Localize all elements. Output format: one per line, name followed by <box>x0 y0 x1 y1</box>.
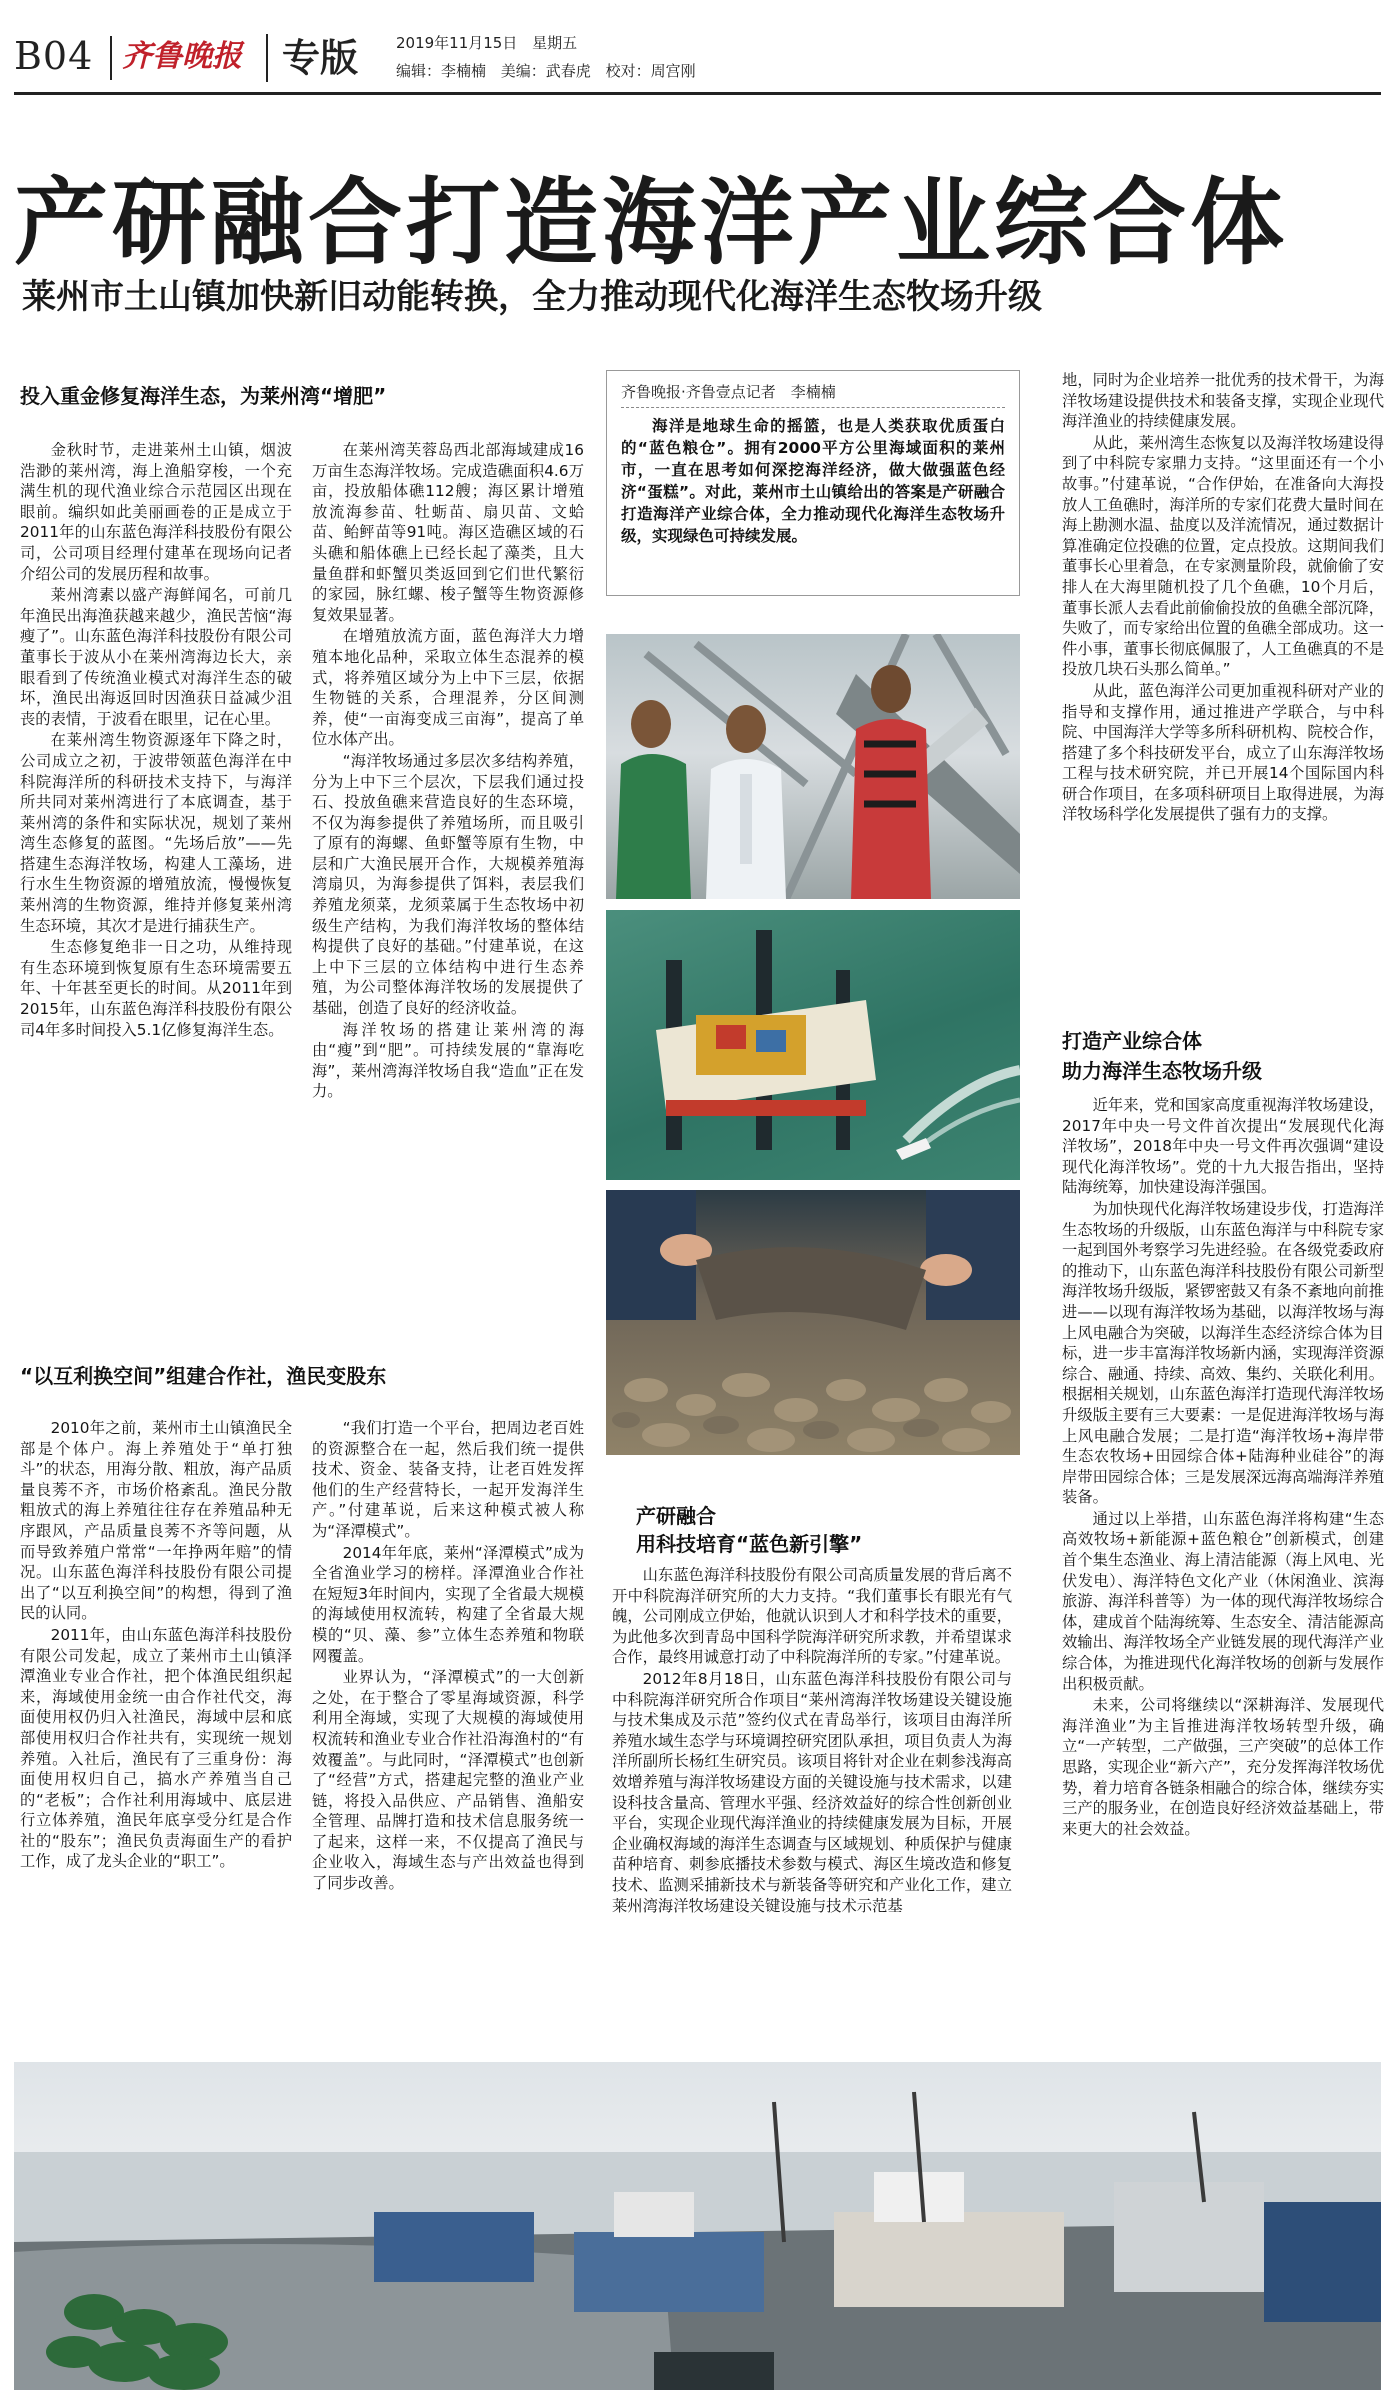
section4-heading-line2: 助力海洋生态牧场升级 <box>1062 1059 1262 1083</box>
section1-column-b <box>312 440 584 1365</box>
photo-harbor-panorama <box>14 2062 1381 2390</box>
paragraph: 业界认为，“泽潭模式”的一大创新之处，在于整合了零星海域资源，科学利用全海域，实现了大规模的海域使用权流转和渔业专业合作社沿海渔村的“有效覆盖”。与此同时，“泽潭模式”也创新了“经营”方式，搭建起完整的渔业产业链，将投入品供应、产品销售、渔船安全管理、品牌打造和技术信息服务统一了起来，这样一来，不仅提高了渔民与企业收入，海域生态与产出效益也得到了同步改善。 <box>312 1668 584 1893</box>
editor-credit: 编辑：李楠楠 <box>396 62 487 80</box>
paragraph: 从此，蓝色海洋公司更加重视科研对产业的指导和支撑作用，通过推进产学联合，与中科院、中国海洋大学等多所科研机构、院校合作，搭建了多个科技研发平台，成立了山东海洋牧场工程与技术研究院，并已开展14个国际国内科研合作项目，在多项科研项目上取得进展，为海洋牧场科学化发展提供了强有力的支撑。 <box>1062 681 1384 824</box>
paragraph: 2014年年底，莱州“泽潭模式”成为全省渔业学习的榜样。泽潭渔业合作社在短短3年时间内，实现了全省最大规模的海域使用权流转，构建了全省最大规模的“贝、藻、参”立体生态养殖和物联网覆盖。 <box>312 1543 584 1665</box>
staff-credits <box>396 60 706 81</box>
paragraph: 2010年之前，莱州市土山镇渔民全部是个体户。海上养殖处于“单打独斗”的状态，用海分散、粗放，海产品质量良莠不齐，市场价格紊乱。渔民分散粗放式的海上养殖往往存在养殖品种无序跟风，产品质量良莠不齐等问题，从而导致养殖户常常“一年挣两年赔”的情况。山东蓝色海洋科技股份有限公司提出了“以互利换空间”的构想，得到了渔民的认同。 <box>20 1419 292 1623</box>
intro-box <box>606 370 1020 596</box>
section4-heading-line1: 打造产业综合体 <box>1062 1029 1202 1053</box>
section-label: 专版 <box>266 34 358 82</box>
section1-heading: 投入重金修复海洋生态，为莱州湾“增肥” <box>20 384 387 408</box>
section3-continuation <box>1062 370 1384 990</box>
paragraph: 莱州湾素以盛产海鲜闻名，可前几年渔民出海渔获越来越少，渔民苦恼“海瘦了”。山东蓝色海洋科技股份有限公司董事长于波从小在莱州湾海边长大，亲眼看到了传统渔业模式对海洋生态的破坏，渔民出海返回时因渔获日益减少沮丧的表情，于波看在眼里，记在心里。 <box>20 586 292 728</box>
intro-lead: 海洋是地球生命的摇篮，也是人类获取优质蛋白的“蓝色粮仓”。拥有2000平方公里海域面积的莱州市，一直在思考如何深挖海洋经济，做大做强蓝色经济“蛋糕”。对此，莱州市土山镇给出的答案是产研融合打造海洋产业综合体，全力推动现代化海洋生态牧场升级，实现绿色可持续发展。 <box>621 417 1005 545</box>
art-editor-credit: 美编：武春虎 <box>500 62 591 80</box>
paragraph: 生态修复绝非一日之功，从维持现有生态环境到恢复原有生态环境需要五年、十年甚至更长的时间。从2011年到2015年，山东蓝色海洋科技股份有限公司4年多时间投入5.1亿修复海洋生态。 <box>20 938 292 1039</box>
paragraph: 山东蓝色海洋科技股份有限公司高质量发展的背后离不开中科院海洋研究所的大力支持。“我们董事长有眼光有气魄，公司刚成立伊始，他就认识到人才和科学技术的重要，为此他多次到青岛中国科学院海洋研究所求教，并希望谋求合作，最终用诚意打动了中科院海洋所的专家。”付建革说。 <box>612 1566 1012 1667</box>
paragraph: 地，同时为企业培养一批优秀的技术骨干，为海洋牧场建设提供技术和装备支撑，实现企业现代海洋渔业的持续健康发展。 <box>1062 371 1384 431</box>
section2-heading: “以互利换空间”组建合作社，渔民变股东 <box>20 1364 387 1388</box>
section3-heading-line1: 产研融合 <box>636 1504 716 1528</box>
page-number: B04 <box>14 34 94 78</box>
masthead-divider <box>14 92 1381 95</box>
section4-body <box>1062 1095 1384 2055</box>
section3-body <box>612 1565 1012 2055</box>
paragraph: 在莱州湾生物资源逐年下降之时，公司成立之初，于波带领蓝色海洋在中科院海洋所的科研技术支持下，与海洋所共同对莱州湾进行了本底调查，基于莱州湾的条件和实际状况，规划了莱州湾生态修复的蓝图。“先场后放”——先搭建生态海洋牧场，构建人工藻场，进行水生生物资源的增殖放流，慢慢恢复莱州湾的生物资源，维持并修复莱州湾生态环境，其次才是进行捕获生产。 <box>20 731 292 935</box>
paragraph: 2011年，由山东蓝色海洋科技股份有限公司发起，成立了莱州市土山镇泽潭渔业专业合作社，把个体渔民组织起来，海域使用金统一由合作社代交，海面使用权仍归入社渔民，海域中层和底部使用权归合作社共有，实现统一规划养殖。入社后，渔民有了三重身份：海面使用权归自己，搞水产养殖当自己的“老板”；合作社利用海域中、底层进行立体养殖，渔民年底享受分红是合作社的“股东”；渔民负责海面生产的看护工作，成了龙头企业的“职工”。 <box>20 1625 292 1871</box>
people-illustration <box>606 634 1020 899</box>
masthead <box>14 26 1381 88</box>
photo-people-on-platform <box>606 634 1020 899</box>
paragraph: 2012年8月18日，山东蓝色海洋科技股份有限公司与中科院海洋研究所合作项目“莱州湾海洋牧场建设关键设施与技术集成及示范”签约仪式在青岛举行，该项目由海洋所养殖水域生态学与环境调控研究团队承担，项目负责人为海洋所副所长杨红生研究员。该项目将针对企业在刺参浅海高效增养殖与海洋牧场建设方面的关键设施与技术需求，以建设科技含量高、管理水平强、经济效益好的综合性创新创业平台，实现企业现代海洋渔业的持续健康发展为目标，开展企业确权海域的海洋生态调查与区域规划、种质保护与健康苗种培育、刺参底播技术参数与模式、海区生境改造和修复技术、监测采捕新技术与新装备等研究和产业化工作，建立莱州湾海洋牧场建设关键设施与技术示范基 <box>612 1669 1012 1915</box>
paragraph: 海洋牧场的搭建让莱州湾的海由“瘦”到“肥”。可持续发展的“靠海吃海”，莱州湾海洋牧场自我“造血”正在发力。 <box>312 1020 584 1101</box>
section1-column-a <box>20 440 292 1365</box>
offshore-platform-illustration <box>606 910 1020 1180</box>
shellfish-illustration <box>606 1190 1020 1455</box>
photo-shellfish-processing <box>606 1190 1020 1455</box>
paragraph: “海洋牧场通过多层次多结构养殖，分为上中下三个层次，下层我们通过投石、投放鱼礁来营造良好的生态环境，不仅为海参提供了养殖场所，而且吸引了原有的海螺、鱼虾蟹等原有生物，中层和广大渔民展开合作，大规模养殖海湾扇贝，为海参提供了饵料，表层我们养殖龙须菜，龙须菜属于生态牧场中初级生产结构，为我们海洋牧场的整体结构提供了良好的基础。”付建革说，在这上中下三层的立体结构中进行生态养殖，为公司整体海洋牧场的发展提供了基础，创造了良好的经济收益。 <box>312 751 584 1018</box>
paragraph: 在莱州湾芙蓉岛西北部海域建成16万亩生态海洋牧场。完成造礁面积4.6万亩，投放船体礁112艘；海区累计增殖放流海参苗、牡蛎苗、扇贝苗、文蛤苗、鲐鲆苗等91吨。海区造礁区域的石头礁和船体礁上已经长起了藻类，且大量鱼群和虾蟹贝类返回到它们世代繁衍的家园，脉红螺、梭子蟹等生物资源修复效果显著。 <box>312 441 584 624</box>
paragraph: 通过以上举措，山东蓝色海洋将构建“生态高效牧场+新能源+蓝色粮仓”创新模式，创建首个集生态渔业、海上清洁能源（海上风电、光伏发电）、海洋特色文化产业（休闲渔业、滨海旅游、海洋科普等）为一体的现代海洋牧场综合体，建成首个陆海统筹、生态安全、清洁能源高效输出、海洋牧场全产业链发展的现代海洋产业综合体，为推进现代化海洋牧场的创新与发展作出积极贡献。 <box>1062 1509 1384 1693</box>
section2-column-b <box>312 1418 584 2053</box>
reporter-byline: 齐鲁晚报·齐鲁壹点记者 李楠楠 <box>621 381 1005 408</box>
newspaper-logo <box>110 36 250 80</box>
issue-date-line <box>396 32 587 53</box>
paragraph: 未来，公司将继续以“深耕海洋、发展现代海洋渔业”为主旨推进海洋牧场转型升级，确立“一产转型，二产做强，三产突破”的总体工作思路，实现企业“新六产”，充分发挥海洋牧场优势，着力培育各链条相融合的综合体，继续夯实三产的服务业，在创造良好经济效益基础上，带来更大的社会效益。 <box>1062 1696 1384 1838</box>
paragraph: 从此，莱州湾生态恢复以及海洋牧场建设得到了中科院专家鼎力支持。“这里面还有一个小故事。”付建革说，“合作伊始，在准备向大海投放人工鱼礁时，海洋所的专家们花费大量时间在海上勘测水温、盐度以及洋流情况，通过数据计算准确定位投礁的位置，定点投放。这期间我们董事长心里着急，在专家测量阶段，就偷偷了安排人在大海里随机投了几个鱼礁，10个月后，董事长派人去看此前偷偷投放的鱼礁全部沉降，失败了，而专家给出位置的鱼礁全部成功。这一件小事，董事长彻底佩服了，人工鱼礁真的不是投放几块石头那么简单。” <box>1062 433 1384 679</box>
sub-headline: 莱州市土山镇加快新旧动能转换，全力推动现代化海洋生态牧场升级 <box>22 277 1042 317</box>
main-headline: 产研融合打造海洋产业综合体 <box>14 169 1289 278</box>
harbor-illustration <box>14 2062 1381 2390</box>
section3-heading-line2: 用科技培育“蓝色新引擎” <box>636 1532 863 1556</box>
issue-weekday: 星期五 <box>532 34 578 52</box>
paragraph: 为加快现代化海洋牧场建设步伐，打造海洋生态牧场的升级版，山东蓝色海洋与中科院专家一起到国外考察学习先进经验。在各级党委政府的推动下，山东蓝色海洋科技股份有限公司新型海洋牧场升级版，紧锣密鼓又有条不紊地向前推进——以现有海洋牧场为基础，以海洋牧场与海上风电融合为突破，以海洋生态经济综合体为目标，进一步丰富海洋牧场新内涵，实现海洋资源综合、融通、持续、高效、集约、关联化利用。根据相关规划，山东蓝色海洋打造现代海洋牧场升级版主要有三大要素：一是促进海洋牧场与海上风电融合发展；二是打造“海洋牧场+海岸带生态农牧场+田园综合体+陆海种业硅谷”的海岸带田园综合体；三是发展深远海高端海洋养殖装备。 <box>1062 1199 1384 1507</box>
section2-column-a <box>20 1418 292 2053</box>
proofreader-credit: 校对：周宫刚 <box>605 62 696 80</box>
photo-offshore-platform <box>606 910 1020 1180</box>
newspaper-logo-text: 齐鲁晚报 <box>122 39 242 74</box>
paragraph: 近年来，党和国家高度重视海洋牧场建设，2017年中央一号文件首次提出“发展现代化海洋牧场”，2018年中央一号文件再次强调“建设现代化海洋牧场”。党的十九大报告指出，坚持陆海统筹，加快建设海洋强国。 <box>1062 1096 1384 1197</box>
paragraph: 在增殖放流方面，蓝色海洋大力增殖本地化品种，采取立体生态混养的模式，将养殖区域分为上中下三层，依据生物链的关系，合理混养，分区间测养，使“一亩海变成三亩海”，提高了单位水体产出。 <box>312 627 584 749</box>
paragraph: 金秋时节，走进莱州土山镇，烟波浩渺的莱州湾，海上渔船穿梭，一个充满生机的现代渔业综合示范园区出现在眼前。编织如此美丽画卷的正是成立于2011年的山东蓝色海洋科技股份有限公司，公司项目经理付建革在现场向记者介绍公司的发展历程和故事。 <box>20 441 292 583</box>
issue-date: 2019年11月15日 <box>396 34 518 52</box>
paragraph: “我们打造一个平台，把周边老百姓的资源整合在一起，然后我们统一提供技术、资金、装备支持，让老百姓发挥他们的生产经营特长，一起开发海洋生产。”付建革说，后来这种模式被人称为“泽潭模式”。 <box>312 1419 584 1540</box>
